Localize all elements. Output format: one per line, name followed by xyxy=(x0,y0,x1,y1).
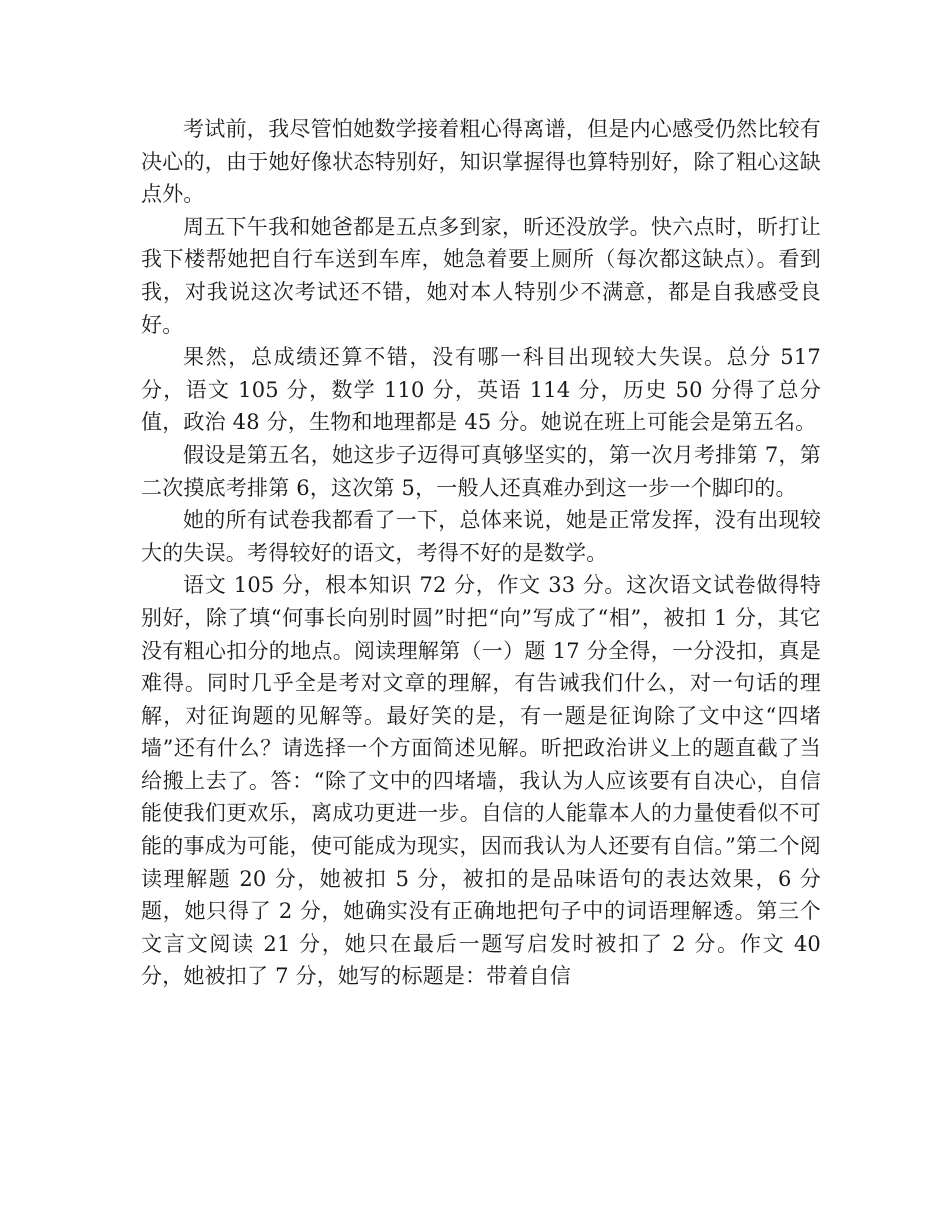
document-page xyxy=(141,113,821,993)
paragraph-chinese-analysis: 语文 105 分，根本知识 72 分，作文 33 分。这次语文试卷做得特别好，除了填“何事长向别时圆”时把“向”写成了“相”，被扣 1 分，其它没有粗心扣分的地点。阅读理解第（一）题 17 分全得，一分没扣，真是难得。同时几乎全是考对文章的理解，有告诫我们什么，对一句话的理解，对征询题的见解等。最好笑的是，有一题是征询除了文中这“四堵墙”还有什么？请选择一个方面简述见解。昕把政治讲义上的题直截了当给搬上去了。答：“除了文中的四堵墙，我认为人应该要有自决心，自信能使我们更欢乐，离成功更进一步。自信的人能靠本人的力量使看似不可能的事成为可能，使可能成为现实，因而我认为人还要有自信。”第二个阅读理解题 20 分，她被扣 5 分，被扣的是品味语句的表达效果，6 分题，她只得了 2 分，她确实没有正确地把句子中的词语理解透。第三个文言文阅读 21 分，她只在最后一题写启发时被扣了 2 分。作文 40 分，她被扣了 7 分，她写的标题是：带着自信 xyxy=(141,573,821,989)
paragraph-ranking-progress: 假设是第五名，她这步子迈得可真够坚实的，第一次月考排第 7，第二次摸底考排第 6，这次第 5，一般人还真难办到这一步一个脚印的。 xyxy=(141,442,821,500)
paragraph-total-score: 果然，总成绩还算不错，没有哪一科目出现较大失误。总分 517 分，语文 105 分，数学 110 分，英语 114 分，历史 50 分得了总分值，政治 48 分，生物和地理都是 45 分。她说在班上可能会是第五名。 xyxy=(141,345,821,435)
paragraph-exam-expectation: 考试前，我尽管怕她数学接着粗心得离谱，但是内心感受仍然比较有决心的，由于她好像状态特别好，知识掌握得也算特别好，除了粗心这缺点外。 xyxy=(141,117,821,207)
paragraph-friday-afternoon: 周五下午我和她爸都是五点多到家，昕还没放学。快六点时，昕打让我下楼帮她把自行车送到车库，她急着要上厕所（每次都这缺点）。看到我，对我说这次考试还不错，她对本人特别少不满意，都是自我感受良好。 xyxy=(141,214,821,337)
paragraph-overall-review: 她的所有试卷我都看了一下，总体来说，她是正常发挥，没有出现较大的失误。考得较好的语文，考得不好的是数学。 xyxy=(141,508,821,565)
